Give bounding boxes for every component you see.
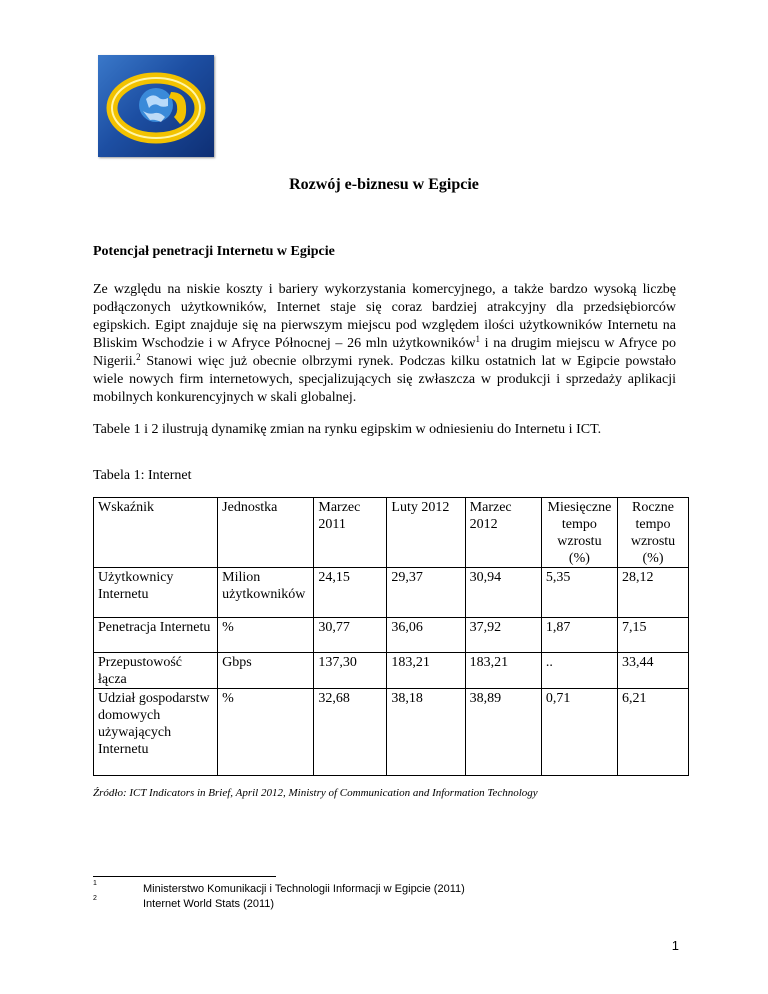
- table-cell: 32,68: [314, 689, 387, 776]
- footnote-text: Ministerstwo Komunikacji i Technologii Informacji w Egipcie (2011): [143, 883, 465, 895]
- tables-paragraph: Tabele 1 i 2 ilustrują dynamikę zmian na rynku egipskim w odniesieniu do Internetu i ICT.: [93, 422, 602, 437]
- table-cell: %: [218, 689, 314, 776]
- table-row: [94, 653, 689, 689]
- header-cell: Wskaźnik: [94, 498, 218, 568]
- table-cell: 28,12: [618, 568, 689, 618]
- document-title: Rozwój e-biznesu w Egipcie: [289, 176, 479, 193]
- table-cell: ..: [541, 653, 617, 689]
- table-cell: Penetracja Internetu: [94, 618, 218, 653]
- footnote-separator: [93, 876, 276, 877]
- intro-paragraph: [93, 281, 676, 407]
- table-cell: 33,44: [618, 653, 689, 689]
- intro-text-part3: Stanowi więc już obecnie olbrzymi rynek. Podczas kilku ostatnich lat w Egipcie powstało wiele nowych firm internetowych, specjalizujących się zwłaszcza w produkcji i sprzedaży aplikacji mobilnych konkurencyjnych w skali globalnej.: [93, 354, 676, 405]
- header-cell: Jednostka: [218, 498, 314, 568]
- section-heading: Potencjał penetracji Internetu w Egipcie: [93, 244, 335, 259]
- table-cell: 7,15: [618, 618, 689, 653]
- table-row: [94, 618, 689, 653]
- header-cell: Luty 2012: [387, 498, 465, 568]
- table-cell: 183,21: [387, 653, 465, 689]
- table-cell: 30,94: [465, 568, 541, 618]
- table-cell: 183,21: [465, 653, 541, 689]
- table-cell: 24,15: [314, 568, 387, 618]
- table-cell: 36,06: [387, 618, 465, 653]
- table-cell: 0,71: [541, 689, 617, 776]
- footnote-number: 2: [93, 895, 97, 902]
- at-sign-globe-icon: [98, 55, 214, 157]
- table-cell: Użytkownicy Internetu: [94, 568, 218, 618]
- footnote-text: Internet World Stats (2011): [143, 898, 275, 910]
- footnote-number: 1: [93, 880, 97, 887]
- table-cell: Gbps: [218, 653, 314, 689]
- header-cell: Marzec 2012: [465, 498, 541, 568]
- internet-indicators-table: [93, 497, 689, 776]
- table-row: [94, 689, 689, 776]
- table-cell: 30,77: [314, 618, 387, 653]
- intro-text-part2: i na drugim miejscu w Afryce po Nigerii.: [93, 336, 676, 369]
- table-source-note: Źródło: ICT Indicators in Brief, April 2012, Ministry of Communication and Information Technology: [93, 787, 538, 799]
- intro-text-part1: Ze względu na niskie koszty i bariery wykorzystania komercyjnego, a także bardzo wysoką liczbę podłączonych użytkowników, Internet staje się coraz bardziej atrakcyjny dla przedsiębiorców egipskich. Egipt znajduje się na pierwszym miejscu pod względem ilości użytkowników Internetu na Bliskim Wschodzie i w Afryce Północnej – 26 mln użytkowników: [93, 282, 676, 351]
- page-number: 1: [671, 938, 679, 953]
- header-cell: Roczne tempo wzrostu (%): [618, 498, 689, 568]
- table-cell: 137,30: [314, 653, 387, 689]
- table-cell: 1,87: [541, 618, 617, 653]
- table-caption: Tabela 1: Internet: [93, 468, 192, 483]
- table-cell: %: [218, 618, 314, 653]
- table-cell: Udział gospodarstw domowych używających Internetu: [94, 689, 218, 776]
- table-cell: Przepustowość łącza: [94, 653, 218, 689]
- table-cell: 38,89: [465, 689, 541, 776]
- table-cell: 38,18: [387, 689, 465, 776]
- table-cell: 37,92: [465, 618, 541, 653]
- table-cell: 6,21: [618, 689, 689, 776]
- header-cell: Marzec 2011: [314, 498, 387, 568]
- footnote-ref-2[interactable]: 2: [136, 352, 141, 362]
- table-header-row: [94, 498, 689, 568]
- table-cell: 29,37: [387, 568, 465, 618]
- table-row: [94, 568, 689, 618]
- footnote-ref-1[interactable]: 1: [475, 334, 480, 344]
- table-cell: Milion użytkowników: [218, 568, 314, 618]
- header-cell: Miesięczne tempo wzrostu (%): [541, 498, 617, 568]
- table-cell: 5,35: [541, 568, 617, 618]
